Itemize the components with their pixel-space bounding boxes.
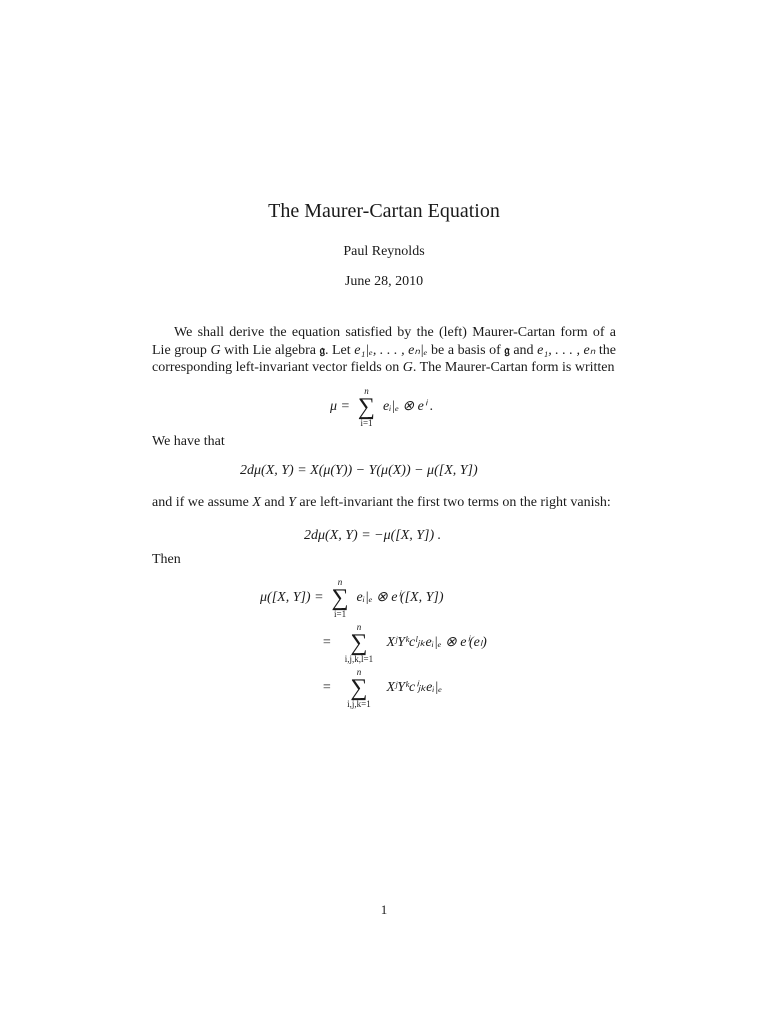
- summation-symbol: n ∑ i=1: [355, 386, 377, 428]
- sum-lower-limit: i=1: [334, 609, 347, 619]
- equation-line-2: [322, 622, 487, 664]
- symbol-lie-algebra-2: 𝔤: [504, 342, 510, 357]
- para1-text3: . Let: [324, 342, 355, 358]
- symbol-G-2: G: [402, 360, 413, 375]
- equation-exterior-derivative: 2dμ(X, Y) = X(μ(Y)) − Y(μ(X)) − μ([X, Y]): [240, 463, 478, 478]
- symbol-lie-algebra: 𝔤: [319, 342, 325, 357]
- paper-title: The Maurer-Cartan Equation: [268, 200, 500, 222]
- basis-expression: e₁|ₑ, . . . , eₙ|ₑ: [354, 342, 428, 358]
- para1-text6: the corresponding left-invariant vector fields on: [152, 342, 617, 375]
- symbol-Y: Y: [288, 495, 296, 510]
- para1-text1: We shall derive the equation satisfied by the (left) Maurer-Cartan form of a Lie group: [152, 325, 616, 358]
- eq4-line2-lhs: =: [322, 635, 332, 651]
- summation-symbol: n ∑ i=1: [329, 577, 351, 619]
- paper-date: June 28, 2010: [344, 274, 424, 289]
- left-invariant-paragraph: [152, 494, 616, 512]
- eq4-line1-rhs: eᵢ|ₑ ⊗ eⁱ([X, Y]): [356, 590, 444, 606]
- eq4-line3-lhs: =: [322, 680, 332, 696]
- sum-upper-limit: n: [356, 667, 362, 677]
- para1-text7: . The Maurer-Cartan form is written: [412, 360, 615, 375]
- eq1-rhs: eᵢ|ₑ ⊗ eⁱ .: [382, 399, 434, 415]
- eq4-line2-rhs: XʲYᵏcˡⱼₖeᵢ|ₑ ⊗ eⁱ(eₗ): [386, 635, 487, 651]
- para1-text5: and: [509, 342, 538, 358]
- equation-maurer-cartan-form: [330, 386, 433, 428]
- sum-lower-limit: i,j,k=1: [347, 699, 371, 709]
- symbol-X: X: [252, 495, 261, 510]
- fields-expression: e₁, . . . , eₙ: [537, 342, 596, 358]
- sum-lower-limit: i=1: [360, 418, 373, 428]
- para3-text3: are left-invariant the first two terms on the right vanish:: [295, 495, 611, 510]
- we-have-that-paragraph: We have that: [152, 434, 225, 449]
- para3-text2: and: [260, 495, 289, 510]
- para1-text4: be a basis of: [427, 342, 505, 358]
- summation-symbol: n ∑ i,j,k,l=1: [337, 622, 381, 664]
- eq4-line3-rhs: XʲYᵏcⁱⱼₖeᵢ|ₑ: [386, 680, 443, 696]
- sum-lower-limit: i,j,k,l=1: [344, 654, 374, 664]
- equation-line-3: [322, 667, 442, 709]
- paper-author: Paul Reynolds: [343, 244, 425, 259]
- symbol-G: G: [210, 342, 221, 358]
- eq4-line1-lhs: μ([X, Y]) =: [260, 590, 324, 606]
- then-paragraph: Then: [152, 552, 181, 567]
- sum-upper-limit: n: [337, 577, 343, 587]
- equation-vanishing: 2dμ(X, Y) = −μ([X, Y]) .: [304, 528, 442, 543]
- para1-text2: with Lie algebra: [220, 342, 320, 358]
- sum-upper-limit: n: [356, 622, 362, 632]
- sum-upper-limit: n: [364, 386, 369, 396]
- equation-line-1: [260, 577, 444, 619]
- eq1-lhs: μ =: [330, 399, 350, 415]
- page-number: 1: [380, 902, 388, 917]
- intro-paragraph: [152, 324, 616, 377]
- summation-symbol: n ∑ i,j,k=1: [337, 667, 381, 709]
- para3-text1: and if we assume: [152, 495, 253, 510]
